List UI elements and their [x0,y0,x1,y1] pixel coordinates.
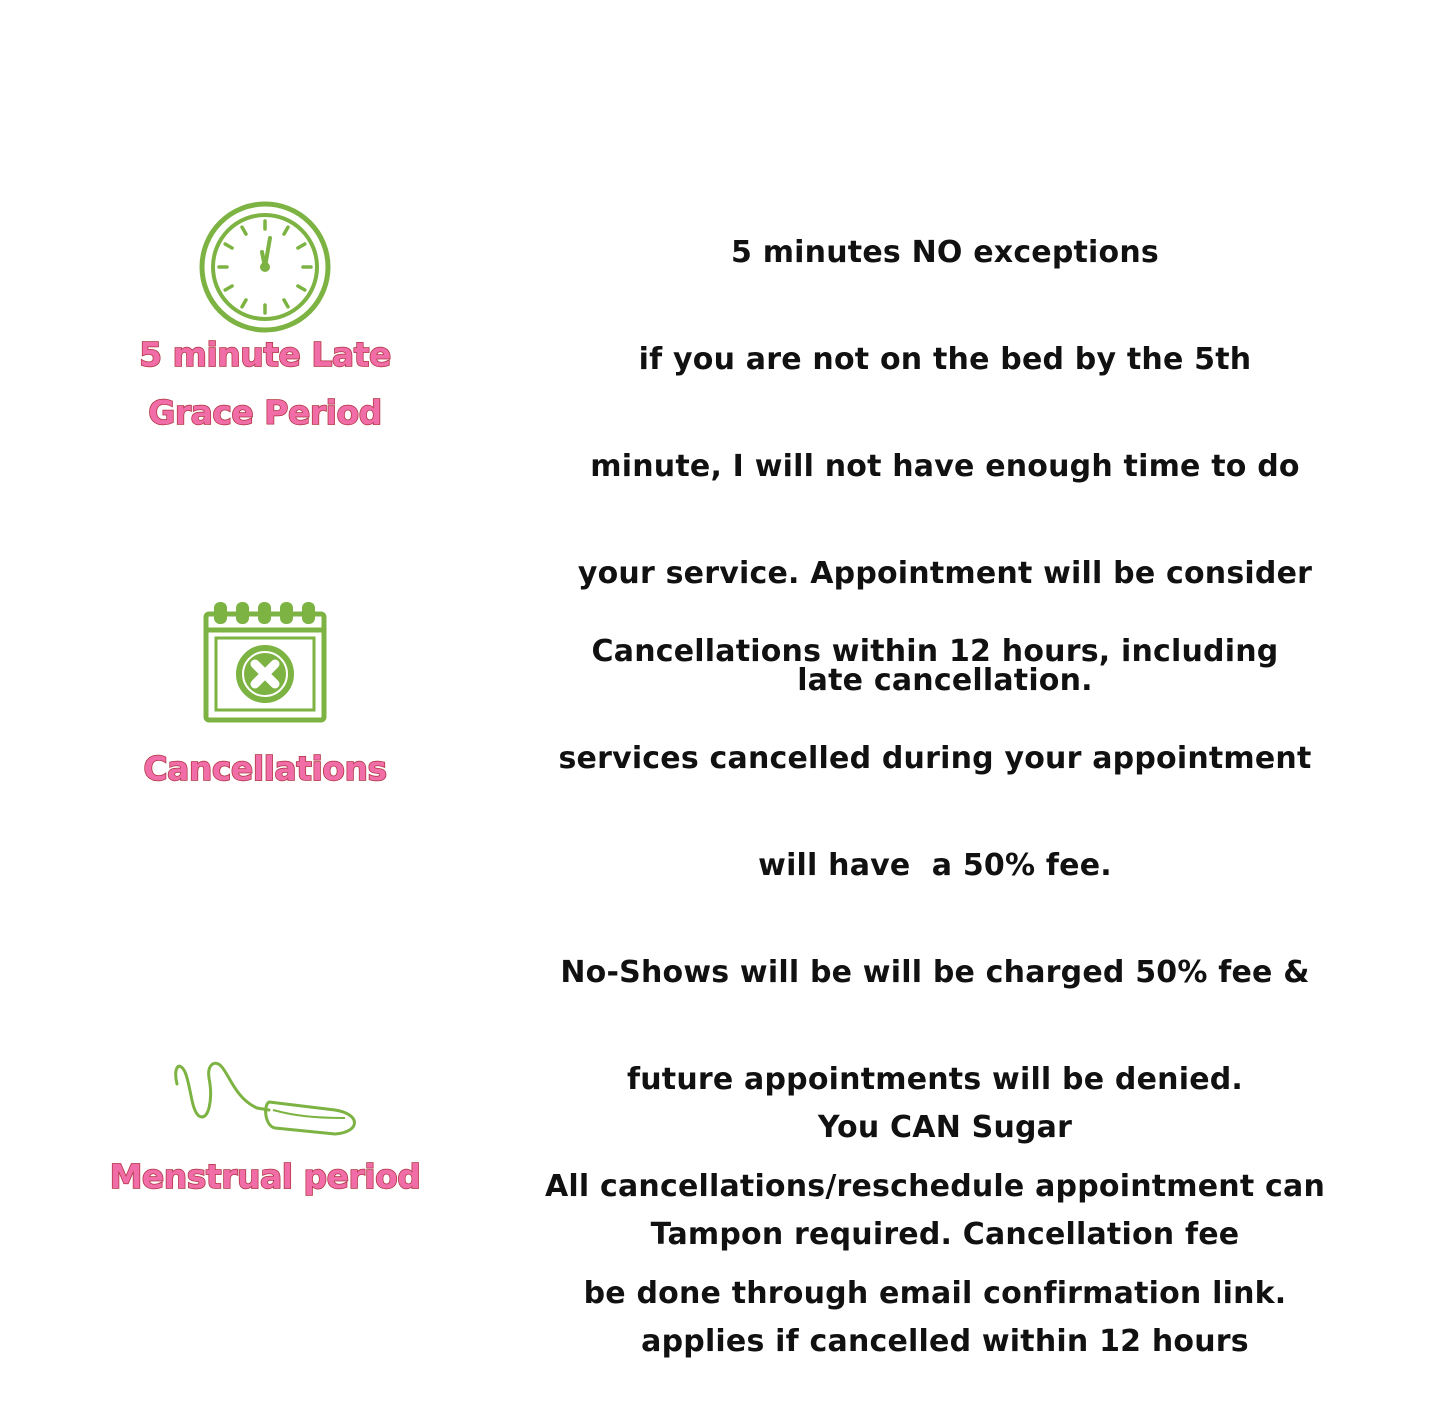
policy-menstrual-text [540,1047,1350,1422]
policy-menstrual-icon-column [80,1058,450,1206]
policy-cancellations-text-line-2: services cancelled during your appointment [558,740,1312,776]
policy-late-text-line-3: minute, I will not have enough time to do [590,448,1300,484]
calendar-cancel-icon [202,598,328,724]
policy-menstrual-text-line-3: applies if cancelled within 12 hours [641,1323,1249,1359]
policy-late-icon-column [80,200,450,442]
clock-icon [198,200,332,334]
policy-cancellations-text-line-4: No-Shows will be will be charged 50% fee & [560,954,1310,990]
policy-menstrual-text-line-1: You CAN Sugar [817,1109,1073,1145]
clock-tick [225,244,232,248]
policy-cancellations-heading: Cancellations [143,749,387,788]
policy-cancellations-text-line-5: future appointments will be denied. [626,1061,1244,1097]
clock-tick [225,286,232,290]
policy-late-text-line-5: late cancellation. [797,662,1093,698]
policy-cancellations-icon-column [80,598,450,798]
tampon-icon [165,1058,365,1142]
policy-late-heading-line-1: 5 minute Late [139,335,391,374]
policy-cancellations-text-line-6: All cancellations/reschedule appointment can [544,1168,1326,1204]
policy-menstrual-text-line-2: Tampon required. Cancellation fee [650,1216,1240,1252]
policy-late-heading-line-2: Grace Period [148,393,382,432]
clock-tick [298,286,305,290]
clock-tick [284,227,288,234]
policy-late-text-line-4: your service. Appointment will be consider [577,555,1313,591]
policy-cancellations-text-line-7: be done through email confirmation link. [583,1275,1287,1311]
clock-tick [284,300,288,307]
policy-late-text-line-2: if you are not on the bed by the 5th [638,341,1252,377]
clock-tick [298,244,305,248]
policy-late-text-line-1: 5 minutes NO exceptions [731,234,1159,270]
clock-tick [242,227,246,234]
clock-tick [242,300,246,307]
policy-menstrual-heading: Menstrual period [109,1157,421,1196]
policy-cancellations-text-line-1: Cancellations within 12 hours, including [591,633,1279,669]
policy-cancellations-text-line-3: will have a 50% fee. [758,847,1112,883]
